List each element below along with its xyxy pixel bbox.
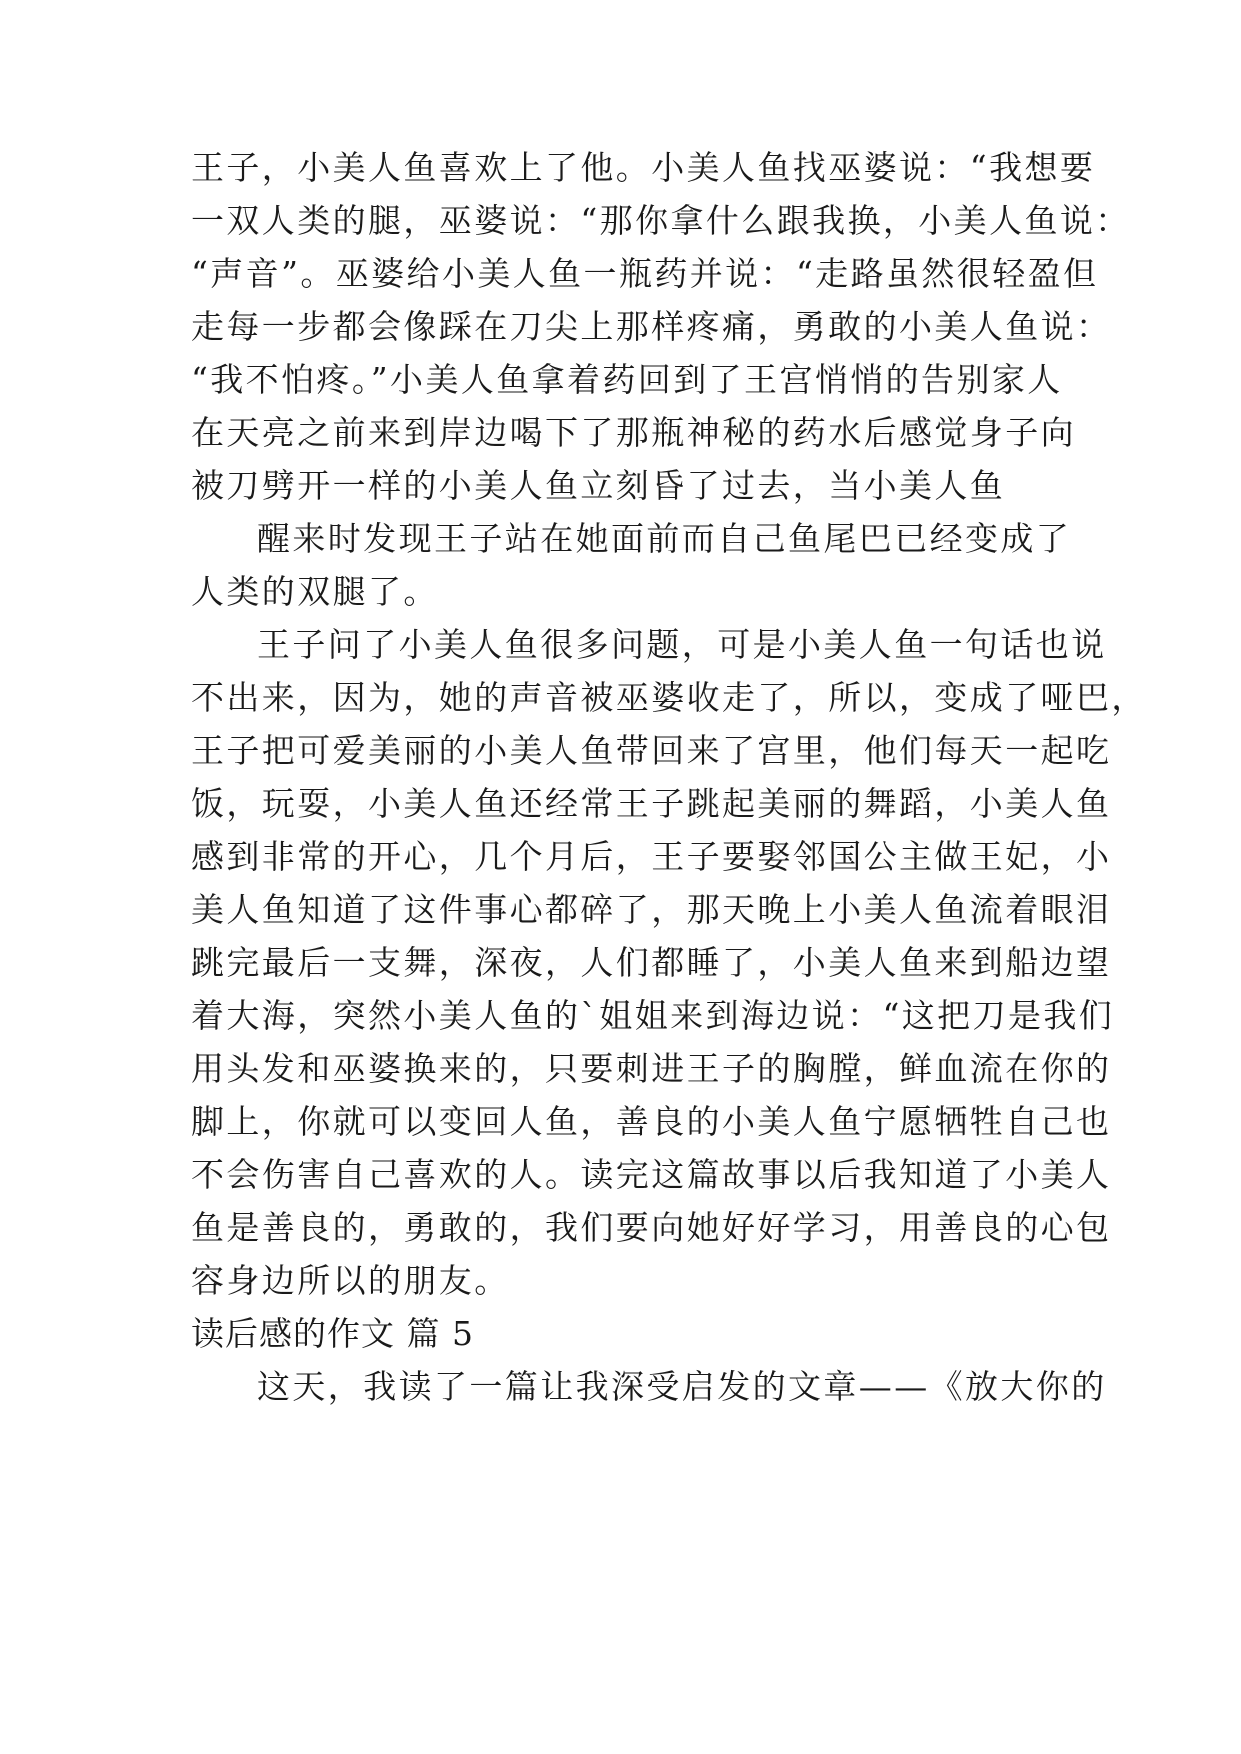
text-line: 在天亮之前来到岸边喝下了那瓶神秘的药水后感觉身子向: [191, 413, 1076, 452]
text-line: 不会伤害自己喜欢的人。读完这篇故事以后我知道了小美人: [191, 1155, 1112, 1194]
text-line: 被刀劈开一样的小美人鱼立刻昏了过去，当小美人鱼: [191, 466, 1006, 505]
paragraph-first-line: 王子问了小美人鱼很多问题，可是小美人鱼一句话也说: [257, 625, 1107, 664]
text-line: 鱼是善良的，勇敢的，我们要向她好好学习，用善良的心包: [191, 1208, 1112, 1247]
text-line: 王子把可爱美丽的小美人鱼带回来了宫里，他们每天一起吃: [191, 731, 1112, 770]
text-line: 一双人类的腿，巫婆说：“那你拿什么跟我换，小美人鱼说：: [191, 201, 1131, 240]
text-line: 感到非常的开心，几个月后，王子要娶邻国公主做王妃，小: [191, 837, 1112, 876]
paragraph-first-line: 醒来时发现王子站在她面前而自己鱼尾巴已经变成了: [257, 519, 1072, 558]
text-line: “我不怕疼。”小美人鱼拿着药回到了王宫悄悄的告别家人: [191, 360, 1063, 399]
text-line: 着大海，突然小美人鱼的`姐姐来到海边说：“这把刀是我们: [191, 996, 1115, 1035]
text-line: 容身边所以的朋友。: [191, 1261, 510, 1300]
paragraph-first-line: 这天，我读了一篇让我深受启发的文章——《放大你的: [257, 1367, 1107, 1406]
text-line: 美人鱼知道了这件事心都碎了，那天晚上小美人鱼流着眼泪: [191, 890, 1112, 929]
text-line: 王子，小美人鱼喜欢上了他。小美人鱼找巫婆说：“我想要: [191, 148, 1096, 187]
text-line: “声音”。巫婆给小美人鱼一瓶药并说：“走路虽然很轻盈但: [191, 254, 1099, 293]
text-line: 走每一步都会像踩在刀尖上那样疼痛，勇敢的小美人鱼说：: [191, 307, 1112, 346]
text-line: 用头发和巫婆换来的，只要刺进王子的胸膛，鲜血流在你的: [191, 1049, 1112, 1088]
text-line: 脚上，你就可以变回人鱼，善良的小美人鱼宁愿牺牲自己也: [191, 1102, 1112, 1141]
text-line: 饭，玩耍，小美人鱼还经常王子跳起美丽的舞蹈，小美人鱼: [191, 784, 1112, 823]
text-line: 跳完最后一支舞，深夜，人们都睡了，小美人鱼来到船边望: [191, 943, 1112, 982]
text-line: 不出来，因为，她的声音被巫婆收走了，所以，变成了哑巴，: [191, 678, 1147, 717]
text-line: 人类的双腿了。: [191, 572, 439, 611]
section-heading: 读后感的作文 篇 5: [191, 1314, 474, 1353]
